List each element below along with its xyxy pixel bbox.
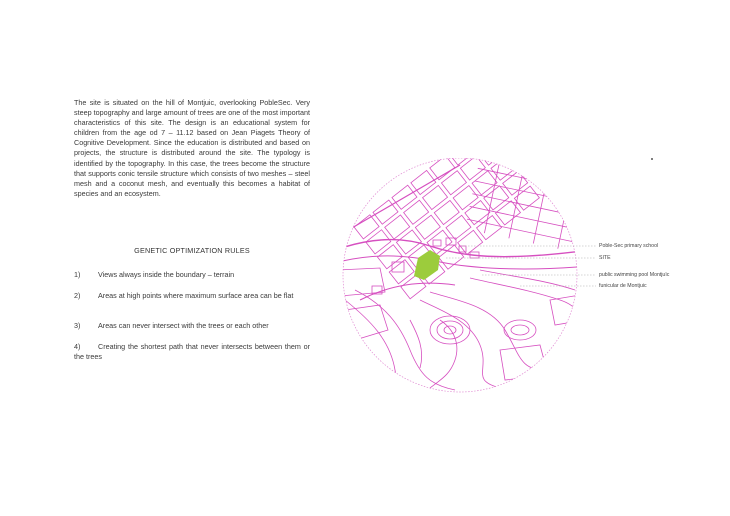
map-label-school: Poble-Sec primary school [599,243,659,249]
rule-text: Areas at high points where maximum surface area can be flat [98,291,294,300]
rule-number: 4) [74,342,81,351]
rule-number: 1) [74,270,81,279]
rule-text: Areas can never intersect with the trees or each other [98,321,269,330]
rule-item-3 [74,321,310,331]
rules-title: GENETIC OPTIMIZATION RULES [134,246,250,255]
rule-text: Views always inside the boundary – terrain [98,270,235,279]
site-area [414,250,440,280]
rule-number: 3) [74,321,81,330]
map-label-site: SITE [599,255,611,261]
rule-item-2 [74,291,310,301]
intro-paragraph: The site is situated on the hill of Montjuic, overlooking PobleSec. Very steep topography and large amount of trees are one of the most important characteristics of this site. The design is an educational system for children from the age od 7 – 11.12 based on Jean Piagets Theory of Cognitive Development. Since the education is distributed and based on projects, the structure is distributed around the site. The typology is identified by the topography. In this case, the trees become the structure that supports conic tensile structure which consists of two meshes – steel mesh and a coconut mesh, and eventually this becomes a habitat of species and an ecosystem. [74,98,310,198]
site-map [330,158,600,394]
dot-mark [651,158,653,160]
rule-item-1 [74,270,310,280]
map-boundary-circle [343,158,577,392]
street-grid [354,158,558,299]
rule-number: 2) [74,291,81,300]
street-network [335,158,600,393]
map-label-funicular: funicular de Montjuic [599,283,647,289]
rule-item-4 [74,342,310,362]
map-label-swimming-pool: public swimming pool Montjuïc [599,272,670,278]
rule-text: Creating the shortest path that never intersects between them or the trees [74,342,310,362]
